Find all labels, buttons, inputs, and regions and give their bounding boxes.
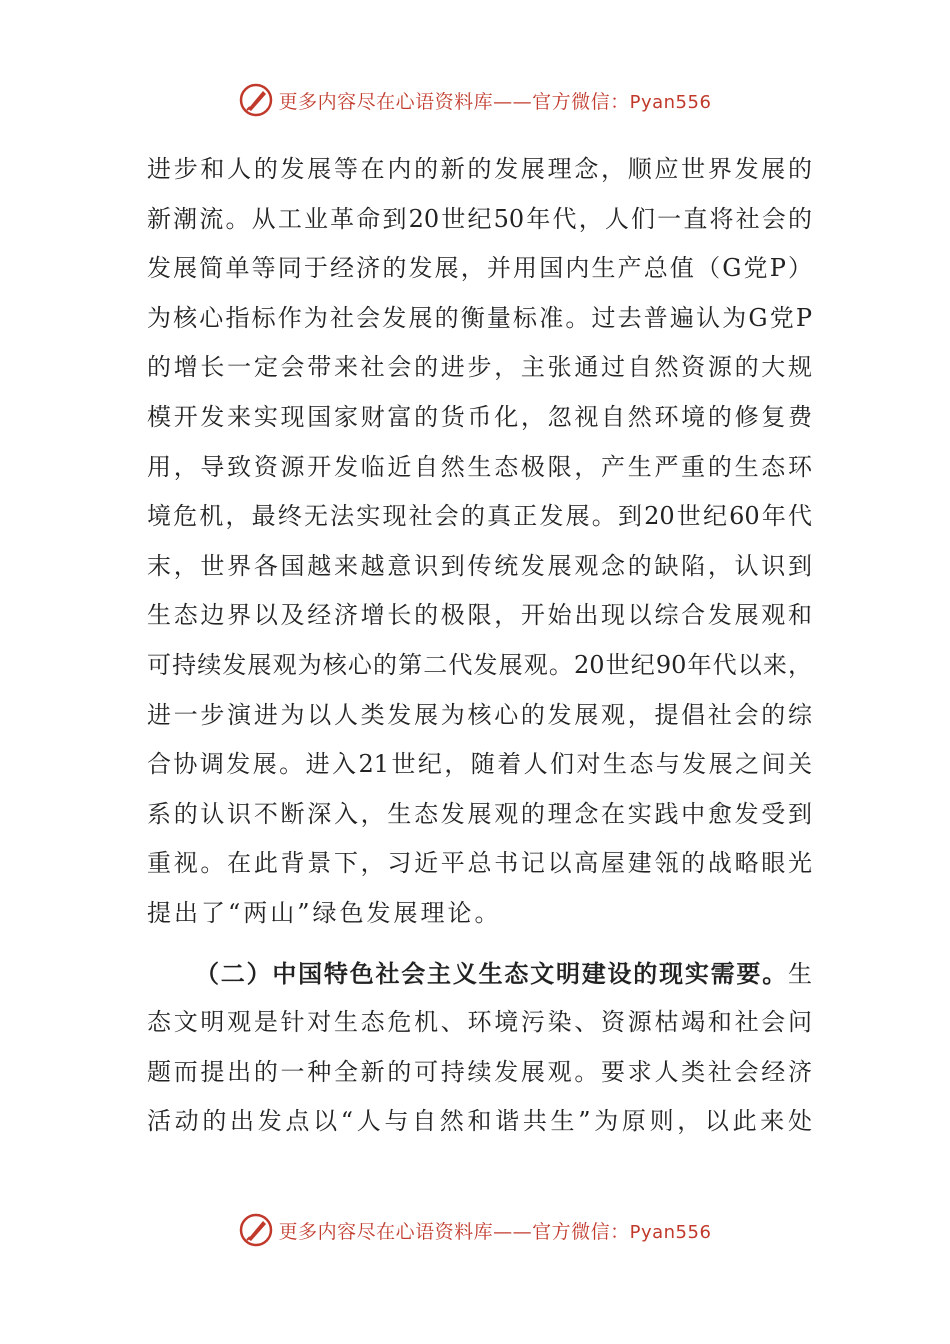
body-line: 系的认识不断深入，生态发展观的理念在实践中愈发受到 [147, 799, 812, 828]
body-line: 进一步演进为以人类发展为核心的发展观，提倡社会的综 [147, 700, 812, 729]
body-line: 为核心指标作为社会发展的衡量标准。过去普遍认为G党P [147, 303, 812, 332]
body-line: 合协调发展。进入21世纪，随着人们对生态与发展之间关 [147, 750, 812, 779]
header-watermark-banner [0, 80, 950, 120]
quill-pen-icon [239, 1213, 273, 1247]
body-line: 用，导致资源开发临近自然生态极限，产生严重的生态环 [147, 452, 812, 481]
banner-text: 更多内容尽在心语资料库——官方微信：Pyan556 [278, 1220, 712, 1243]
wechat-id: Pyan556 [629, 1221, 712, 1243]
wechat-id: Pyan556 [629, 91, 712, 113]
body-line: 生态边界以及经济增长的极限，开始出现以综合发展观和 [147, 601, 812, 630]
body-line: 重视。在此背景下，习近平总书记以高屋建瓴的战略眼光 [147, 849, 812, 878]
body-line: 末，世界各国越来越意识到传统发展观念的缺陷，认识到 [147, 551, 812, 580]
body-line: 提出了“两山”绿色发展理论。 [147, 898, 502, 927]
body-line: 态文明观是针对生态危机、环境污染、资源枯竭和社会问 [147, 1008, 812, 1037]
body-line: 的增长一定会带来社会的进步，主张通过自然资源的大规 [147, 353, 812, 382]
section-heading: （二）中国特色社会主义生态文明建设的现实需要。 [195, 958, 788, 988]
body-line: 活动的出发点以“人与自然和谐共生”为原则，以此来处 [147, 1107, 812, 1136]
body-line: 进步和人的发展等在内的新的发展理念，顺应世界发展的 [147, 155, 812, 183]
body-line: 模开发来实现国家财富的货币化，忽视自然环境的修复费 [147, 402, 812, 431]
section-lead: 生 [788, 959, 812, 988]
banner-text: 更多内容尽在心语资料库——官方微信：Pyan556 [278, 90, 712, 113]
section-heading-line [147, 949, 812, 999]
body-line: 可持续发展观为核心的第二代发展观。20世纪90年代以来， [147, 650, 812, 679]
body-line: 发展简单等同于经济的发展，并用国内生产总值（G党P） [147, 254, 812, 283]
quill-pen-icon [239, 83, 273, 117]
body-line: 新潮流。从工业革命到20世纪50年代，人们一直将社会的 [147, 204, 812, 233]
footer-watermark-banner [0, 1210, 950, 1250]
document-body [147, 145, 812, 1147]
body-line: 题而提出的一种全新的可持续发展观。要求人类社会经济 [147, 1057, 812, 1086]
body-line: 境危机，最终无法实现社会的真正发展。到20世纪60年代 [147, 502, 812, 531]
